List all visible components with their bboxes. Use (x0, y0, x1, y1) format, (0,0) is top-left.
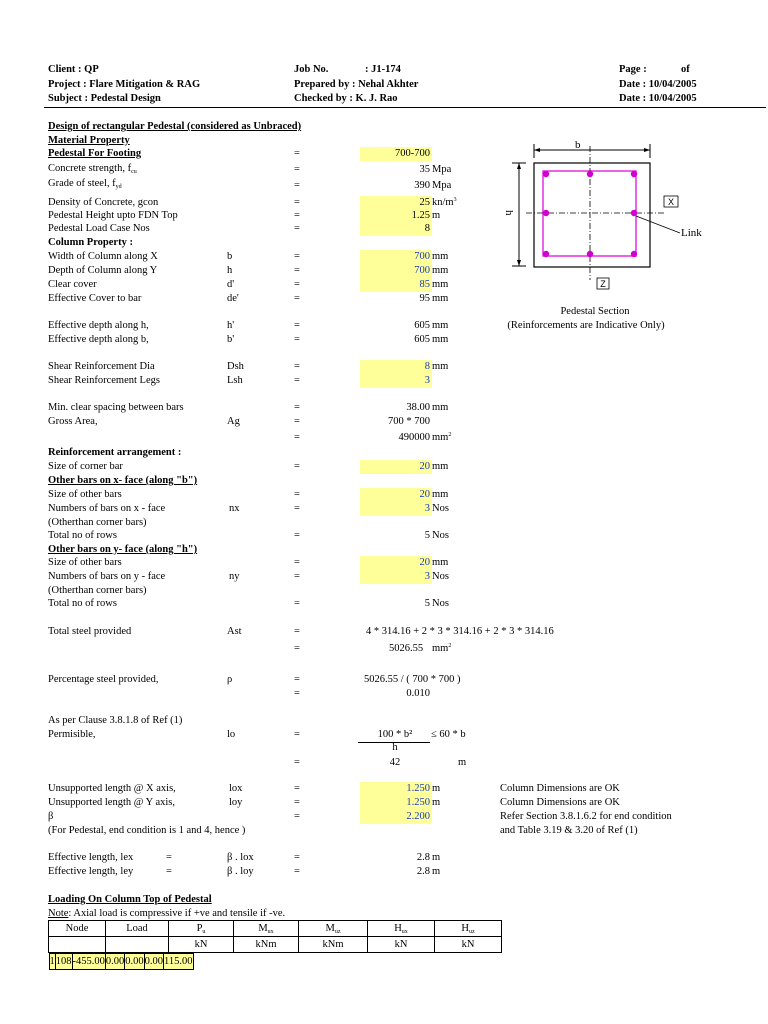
subject: Subject : Pedestal Design (48, 93, 161, 104)
header-mux-sub: ux (267, 928, 274, 935)
xrows-unit: Nos (432, 530, 449, 541)
footing-heading: Pedestal For Footing (48, 148, 142, 159)
depth-label: Depth of Column along Y (48, 265, 158, 276)
effh-unit: mm (432, 320, 449, 331)
perm-compare: ≤ 60 * b (431, 729, 466, 740)
beta-value: 2.200 (406, 811, 430, 822)
eq-xnum: = (294, 503, 300, 514)
xnum-label: Numbers of bars on x - face (48, 503, 166, 514)
loy-label: Unsupported length @ Y axis, (48, 797, 175, 808)
beta-note-right: and Table 3.19 & 3.20 of Ref (1) (500, 825, 638, 836)
yrows-value: 5 (424, 598, 430, 609)
steel-label: Grade of steel, f (48, 178, 116, 189)
date-checked: Date : 10/04/2005 (619, 93, 697, 104)
lox-sym: lox (229, 783, 243, 794)
loy-note: Column Dimensions are OK (500, 797, 620, 808)
ysize-unit: mm (432, 557, 449, 568)
xsize-unit: mm (432, 489, 449, 500)
ley-eq: = (166, 866, 172, 877)
unit-hux: kN (368, 937, 435, 953)
clause-text: As per Clause 3.8.1.8 of Ref (1) (48, 715, 183, 726)
eq-perm-2: = (294, 757, 300, 768)
table-header-row (49, 921, 502, 937)
concrete-unit: Mpa (432, 164, 452, 175)
steel-value: 390 (414, 180, 430, 191)
ley-sym: β . loy (227, 866, 254, 877)
note-label: Note (48, 908, 69, 919)
eq-ynum: = (294, 571, 300, 582)
width-value: 700 (414, 251, 430, 262)
depth-unit: mm (432, 265, 449, 276)
steel-unit: Mpa (432, 180, 452, 191)
ast-unit: mm (432, 643, 449, 654)
link-leader (636, 216, 680, 233)
client: Client : QP (48, 64, 99, 75)
gross-label: Gross Area, (48, 416, 98, 427)
lsh-sym: Lsh (227, 375, 243, 386)
rebar (543, 171, 549, 177)
eq-loy: = (294, 797, 300, 808)
col-header (368, 921, 435, 937)
header-load: Load (126, 923, 148, 934)
material-heading: Material Property (48, 135, 130, 146)
eq-xsize: = (294, 489, 300, 500)
loy-unit: m (432, 797, 441, 808)
cell-node: 1 (49, 954, 55, 970)
concrete-sub: cu (131, 169, 137, 175)
gross-value: 490000 (398, 432, 430, 443)
gross-sym: Ag (227, 416, 240, 427)
eq-perm: = (294, 729, 300, 740)
pct-expr: 5026.55 / ( 700 * 700 ) (364, 674, 461, 685)
effh-sym: h' (227, 320, 235, 331)
dim-h-label: h (503, 210, 515, 216)
header-muz: M (325, 922, 335, 934)
diagram-caption: Pedestal Section (560, 306, 630, 317)
col-header (106, 921, 169, 937)
eq-footing: = (294, 148, 300, 159)
width-label: Width of Column along X (48, 251, 158, 262)
dim-b-arrow-left (534, 148, 540, 152)
cell-huz: 115.00 (164, 954, 194, 970)
eq-dsh: = (294, 361, 300, 372)
eq-depth: = (294, 265, 300, 276)
header-mux: M (258, 922, 268, 934)
xsize-value: 20 (419, 489, 430, 500)
corner-value: 20 (419, 461, 430, 472)
eq-effb: = (294, 334, 300, 345)
loadcase-value: 8 (424, 223, 430, 234)
concrete-label: Concrete strength, f (48, 163, 132, 174)
note-text: : Axial load is compressive if +ve and tensile if -ve. (68, 908, 286, 919)
job-no-label: Job No. (294, 64, 329, 75)
date-prepared: Date : 10/04/2005 (619, 79, 697, 90)
header-hux: H (394, 922, 402, 934)
table-row (49, 953, 194, 970)
pct-label: Percentage steel provided, (48, 674, 159, 685)
effb-value: 605 (414, 334, 430, 345)
ley-unit: m (432, 866, 441, 877)
loading-heading: Loading On Column Top of Pedestal (48, 894, 212, 905)
height-label: Pedestal Height upto FDN Top (48, 210, 178, 221)
checked-by: Checked by : K. J. Rao (294, 93, 398, 104)
corner-unit: mm (432, 461, 449, 472)
eq-xrows: = (294, 530, 300, 541)
project: Project : Flare Mitigation & RAG (48, 79, 201, 90)
eq-ysize: = (294, 557, 300, 568)
eq-gross: = (294, 416, 300, 427)
link-label: Link (681, 227, 702, 239)
eq-density: = (294, 197, 300, 208)
eq-lox: = (294, 783, 300, 794)
gross-expr: 700 * 700 (388, 416, 430, 427)
perm-numerator: 100 * b² (377, 729, 413, 740)
eq-loadcase: = (294, 223, 300, 234)
lex-value: 2.8 (416, 852, 430, 863)
col-header (49, 921, 106, 937)
pct-sym: ρ (227, 674, 233, 685)
eq-beta: = (294, 811, 300, 822)
corner-label: Size of corner bar (48, 461, 123, 472)
lox-value: 1.250 (406, 783, 430, 794)
density-unit: kn/m (432, 197, 454, 208)
steel-sub: yd (115, 184, 122, 190)
effcover-unit: mm (432, 293, 449, 304)
lox-label: Unsupported length @ X axis, (48, 783, 176, 794)
col-header (169, 921, 234, 937)
cell-muz: 0.00 (125, 954, 144, 970)
perm-unit: m (458, 757, 467, 768)
rebar (631, 171, 637, 177)
header-muz-sub: uz (334, 928, 341, 935)
dim-b-arrow-right (644, 148, 650, 152)
eq-gross-2: = (294, 432, 300, 443)
yrows-label: Total no of rows (48, 598, 117, 609)
beta-label: β (48, 811, 54, 822)
effcover-sym: de' (227, 293, 239, 304)
rebar (543, 210, 549, 216)
perm-denominator: h (392, 742, 398, 753)
cell-hux: 0.00 (144, 954, 163, 970)
pct-value: 0.010 (406, 688, 430, 699)
xrows-value: 5 (424, 530, 430, 541)
effcover-label: Effective Cover to bar (48, 293, 142, 304)
eq-effh: = (294, 320, 300, 331)
page-label: Page : (619, 64, 647, 75)
lsh-value: 3 (424, 375, 430, 386)
lex-eq: = (166, 852, 172, 863)
header-huz-sub: uz (468, 928, 475, 935)
lsh-label: Shear Reinforcement Legs (48, 375, 160, 386)
perm-sym: lo (227, 729, 236, 740)
beta-note-left: (For Pedestal, end condition is 1 and 4, hence ) (48, 825, 246, 836)
header-huz: H (461, 922, 469, 934)
unit-pu: kN (169, 937, 234, 953)
eq-width: = (294, 251, 300, 262)
ley-value: 2.8 (416, 866, 430, 877)
cover-label: Clear cover (48, 279, 97, 290)
effh-value: 605 (414, 320, 430, 331)
rebar (587, 171, 593, 177)
eq-spacing: = (294, 402, 300, 413)
effb-unit: mm (432, 334, 449, 345)
xface-heading: Other bars on x- face (along "b") (48, 475, 198, 486)
eq-yrows: = (294, 598, 300, 609)
depth-value: 700 (414, 265, 430, 276)
spacing-value: 38.00 (406, 402, 430, 413)
dsh-value: 8 (424, 361, 430, 372)
eq-concrete: = (294, 164, 300, 175)
eq-corner: = (294, 461, 300, 472)
loading-table (48, 920, 502, 967)
perm-label: Permisible, (48, 729, 96, 740)
xsize-label: Size of other bars (48, 489, 122, 500)
ynum-value: 3 (424, 571, 430, 582)
dim-h-arrow-top (517, 163, 521, 169)
xrows-label: Total no of rows (48, 530, 117, 541)
ysize-label: Size of other bars (48, 557, 122, 568)
col-header (234, 921, 299, 937)
unit-huz: kN (435, 937, 502, 953)
gross-sup: 2 (448, 432, 452, 438)
height-unit: m (432, 210, 441, 221)
lex-sym: β . lox (227, 852, 254, 863)
lox-note: Column Dimensions are OK (500, 783, 620, 794)
col-header (299, 921, 368, 937)
xnum-value: 3 (424, 503, 430, 514)
column-heading: Column Property : (48, 237, 133, 248)
lex-unit: m (432, 852, 441, 863)
dsh-label: Shear Reinforcement Dia (48, 361, 155, 372)
header-node: Node (65, 923, 89, 934)
density-value: 25 (419, 197, 430, 208)
prepared-by: Prepared by : Nehal Akhter (294, 79, 419, 90)
dim-h-arrow-bottom (517, 260, 521, 266)
xnum-unit: Nos (432, 503, 449, 514)
effcover-value: 95 (419, 293, 430, 304)
reinf-heading: Reinforcement arrangement : (48, 447, 182, 458)
density-label: Density of Concrete, gcon (48, 197, 159, 208)
ynum-note: (Otherthan corner bars) (48, 585, 147, 596)
header-rule (44, 107, 766, 108)
dsh-unit: mm (432, 361, 449, 372)
design-title: Design of rectangular Pedestal (considered as Unbraced) (48, 121, 302, 132)
z-axis-label: Z (600, 279, 606, 289)
effb-sym: b' (227, 334, 235, 345)
header-hux-sub: ux (401, 928, 408, 935)
cell-load: 108 (55, 954, 72, 970)
effb-label: Effective depth along b, (48, 334, 149, 345)
rebar (631, 251, 637, 257)
col-header (435, 921, 502, 937)
perm-value: 42 (389, 757, 401, 768)
header-pu-sub: u (202, 928, 206, 935)
concrete-value: 35 (419, 164, 430, 175)
footing-value: 700-700 (395, 148, 430, 159)
density-sup: 3 (453, 197, 457, 203)
depth-sym: h (227, 265, 233, 276)
width-sym: b (227, 251, 233, 262)
xnum-sym: nx (229, 503, 240, 514)
ynum-label: Numbers of bars on y - face (48, 571, 166, 582)
spacing-label: Min. clear spacing between bars (48, 402, 184, 413)
table-unit-row (49, 937, 502, 953)
eq-lex: = (294, 852, 300, 863)
yface-heading: Other bars on y- face (along "h") (48, 544, 198, 555)
ast-sym: Ast (227, 626, 242, 637)
cover-sym: d' (227, 279, 235, 290)
eq-pct-2: = (294, 688, 300, 699)
ysize-value: 20 (419, 557, 430, 568)
page-of: of (681, 64, 690, 75)
eq-effcover: = (294, 293, 300, 304)
effh-label: Effective depth along h, (48, 320, 149, 331)
ast-expr: 4 * 314.16 + 2 * 3 * 314.16 + 2 * 3 * 314.16 (366, 626, 554, 637)
ast-label: Total steel provided (48, 626, 132, 637)
loy-value: 1.250 (406, 797, 430, 808)
ynum-sym: ny (229, 571, 240, 582)
cover-unit: mm (432, 279, 449, 290)
link-stirrup (543, 171, 636, 256)
rebar (543, 251, 549, 257)
ynum-unit: Nos (432, 571, 449, 582)
spacing-unit: mm (432, 402, 449, 413)
lex-label: Effective length, lex (48, 852, 134, 863)
ast-sup: 2 (448, 643, 452, 649)
ast-value: 5026.55 (389, 643, 424, 654)
dim-b-label: b (575, 139, 581, 151)
rebar (587, 251, 593, 257)
yrows-unit: Nos (432, 598, 449, 609)
unit-muz: kNm (299, 937, 368, 953)
cover-value: 85 (419, 279, 430, 290)
beta-note: Refer Section 3.8.1.6.2 for end condition (500, 811, 672, 822)
eq-height: = (294, 210, 300, 221)
job-no: : J1-174 (365, 64, 401, 75)
loadcase-label: Pedestal Load Case Nos (48, 223, 150, 234)
header-pu: P (196, 922, 203, 934)
rebar (631, 210, 637, 216)
xnum-note: (Otherthan corner bars) (48, 517, 147, 528)
height-value: 1.25 (411, 210, 430, 221)
eq-steel: = (294, 180, 300, 191)
width-unit: mm (432, 251, 449, 262)
loy-sym: loy (229, 797, 243, 808)
diagram-caption-note: (Reinforcements are Indicative Only) (507, 320, 665, 331)
cell-pu: -455.00 (72, 954, 105, 970)
eq-cover: = (294, 279, 300, 290)
lox-unit: m (432, 783, 441, 794)
gross-unit: mm (432, 432, 449, 443)
eq-ast-2: = (294, 643, 300, 654)
eq-ley: = (294, 866, 300, 877)
cell-mux: 0.00 (105, 954, 124, 970)
dsh-sym: Dsh (227, 361, 244, 372)
unit-mux: kNm (234, 937, 299, 953)
eq-lsh: = (294, 375, 300, 386)
ley-label: Effective length, ley (48, 866, 134, 877)
eq-ast: = (294, 626, 300, 637)
x-axis-label: X (667, 197, 675, 207)
pedestal-section-diagram (496, 136, 716, 296)
eq-pct: = (294, 674, 300, 685)
